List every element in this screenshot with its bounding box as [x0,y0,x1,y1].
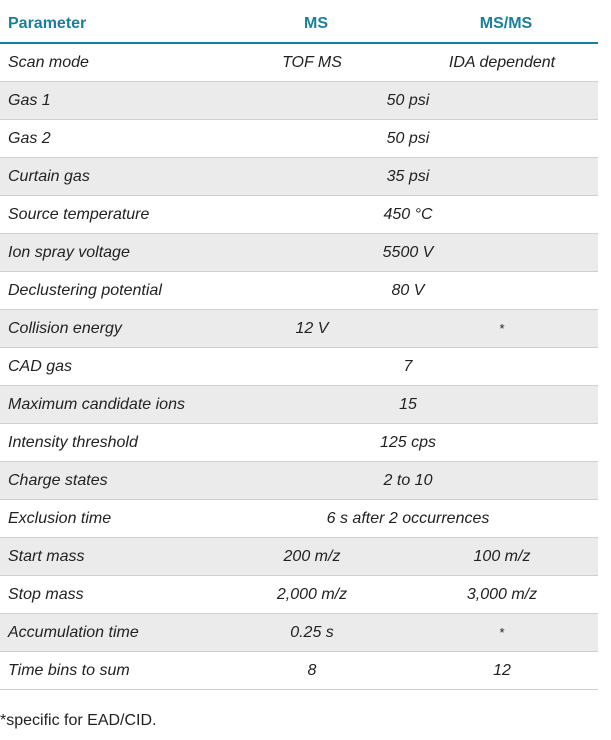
row-msms-value: IDA dependent [406,43,598,82]
row-msms-value: 12 [406,652,598,690]
row-ms-value: 0.25 s [218,614,406,652]
row-ms-value: TOF MS [218,43,406,82]
table-row [0,614,598,652]
row-ms-value: 8 [218,652,406,690]
row-parameter: Maximum candidate ions [0,386,218,424]
row-shared-value: 15 [218,386,598,424]
row-parameter: Source temperature [0,196,218,234]
row-shared-value: 6 s after 2 occurrences [218,500,598,538]
header-msms: MS/MS [406,6,598,43]
row-parameter: Exclusion time [0,500,218,538]
row-shared-value: 450 °C [218,196,598,234]
footnote: *specific for EAD/CID. [0,712,157,729]
row-parameter: Gas 2 [0,120,218,158]
row-ms-value: 12 V [218,310,406,348]
row-parameter: Scan mode [0,43,218,82]
header-parameter: Parameter [0,6,218,43]
row-parameter: Start mass [0,538,218,576]
row-parameter: Curtain gas [0,158,218,196]
header-ms: MS [218,6,406,43]
table-row [0,82,598,120]
row-shared-value: 125 cps [218,424,598,462]
row-msms-value: * [406,310,598,348]
row-ms-value: 2,000 m/z [218,576,406,614]
table-row [0,424,598,462]
row-shared-value: 50 psi [218,82,598,120]
table-row [0,272,598,310]
row-parameter: Intensity threshold [0,424,218,462]
row-parameter: Collision energy [0,310,218,348]
row-shared-value: 80 V [218,272,598,310]
table-row [0,576,598,614]
row-parameter: Accumulation time [0,614,218,652]
parameters-table [0,6,598,690]
row-shared-value: 35 psi [218,158,598,196]
row-msms-value: * [406,614,598,652]
table-row [0,462,598,500]
table-row [0,386,598,424]
table-row [0,538,598,576]
row-parameter: CAD gas [0,348,218,386]
table-header-row [0,6,598,43]
table-row [0,652,598,690]
row-shared-value: 5500 V [218,234,598,272]
row-msms-value: 100 m/z [406,538,598,576]
row-parameter: Ion spray voltage [0,234,218,272]
row-parameter: Declustering potential [0,272,218,310]
row-parameter: Stop mass [0,576,218,614]
table-row [0,234,598,272]
table-row [0,348,598,386]
row-shared-value: 7 [218,348,598,386]
row-ms-value: 200 m/z [218,538,406,576]
table-row [0,196,598,234]
table-row [0,43,598,82]
row-parameter: Charge states [0,462,218,500]
row-parameter: Gas 1 [0,82,218,120]
row-parameter: Time bins to sum [0,652,218,690]
table-row [0,310,598,348]
table-row [0,500,598,538]
table-row [0,158,598,196]
row-shared-value: 2 to 10 [218,462,598,500]
table-row [0,120,598,158]
row-shared-value: 50 psi [218,120,598,158]
row-msms-value: 3,000 m/z [406,576,598,614]
